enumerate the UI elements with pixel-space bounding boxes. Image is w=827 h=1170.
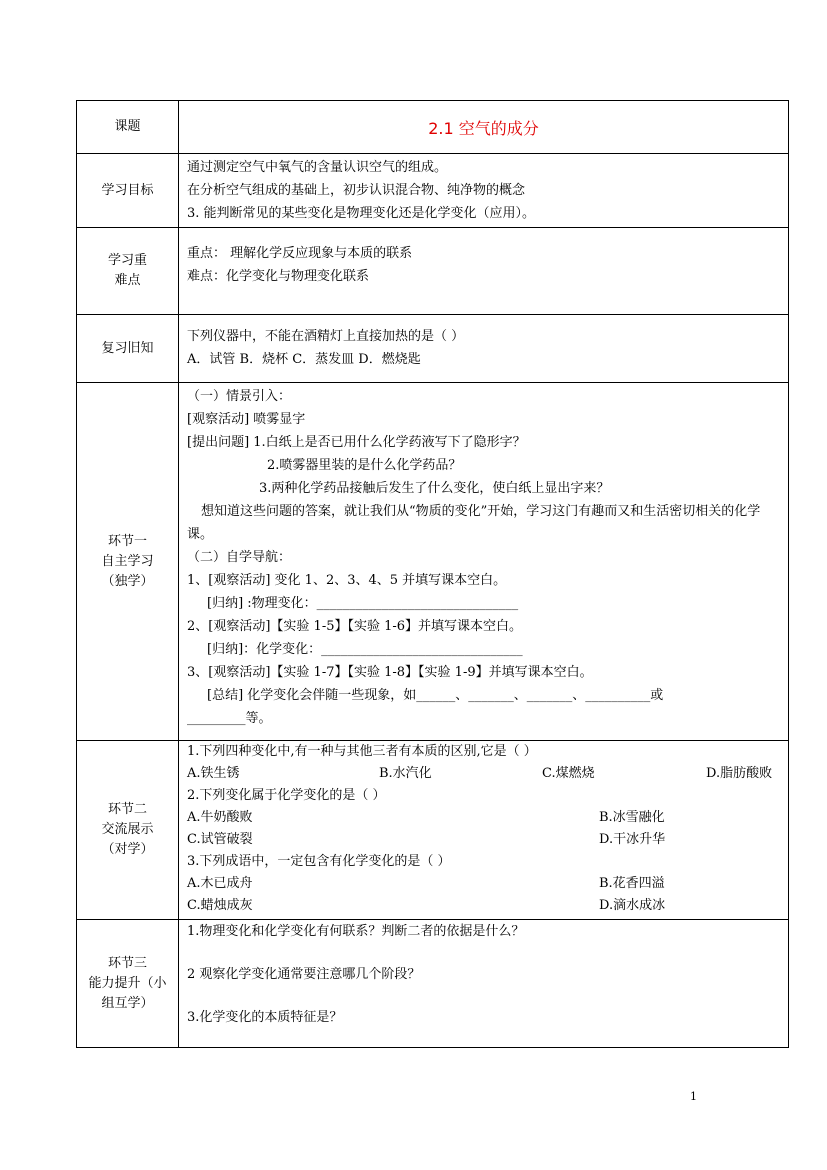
cell-stage2 — [179, 741, 789, 920]
intro-paragraph: 想知道这些问题的答案，就让我们从“物质的变化”开始，学习这门有趣而又和生活密切相关的化学课。 — [187, 504, 761, 542]
summary-fill-line: [归纳]：化学变化：_______________________________ — [207, 642, 523, 657]
cell-review — [179, 315, 789, 383]
label-stage2-line1: 环节二 — [107, 802, 147, 817]
quiz-option: D.滴水成冰 — [599, 898, 666, 913]
quiz-option: B.冰雪融化 — [599, 810, 665, 825]
quiz-question: 1.下列四种变化中,有一种与其他三者有本质的区别,它是（ ） — [187, 744, 537, 759]
question-line: 2.喷雾器里装的是什么化学药品？ — [267, 458, 462, 473]
quiz-option: C.试管破裂 — [187, 832, 253, 847]
label-stage1-line3: （独学） — [101, 573, 154, 589]
quiz-option: D.脂肪酸败 — [706, 766, 773, 781]
question-line: [提出问题] 1.白纸上是否已用什么化学药液写下了隐形字？ — [187, 435, 526, 450]
discussion-question: 3.化学变化的本质特征是？ — [187, 1010, 343, 1025]
quiz-options — [187, 873, 780, 895]
label-stage1-line1: 环节一 — [107, 533, 147, 549]
question-line: 3.两种化学药品接触后发生了什么变化，使白纸上显出字来？ — [259, 481, 610, 496]
quiz-options — [187, 895, 780, 917]
row-topic — [77, 101, 789, 154]
row-stage2 — [77, 741, 789, 920]
discussion-question: 1.物理变化和化学变化有何联系？判断二者的依据是什么？ — [187, 924, 525, 939]
task-line: 3、[观察活动]【实验 1-7】【实验 1-8】【实验 1-9】并填写课本空白。 — [187, 665, 593, 680]
quiz-option: B.水汽化 — [379, 766, 432, 781]
review-options: A．试管 B．烧杯 C．蒸发皿 D．燃烧匙 — [187, 352, 421, 367]
quiz-option: C.蜡烛成灰 — [187, 898, 253, 913]
discussion-question: 2 观察化学变化通常要注意哪几个阶段？ — [187, 967, 421, 982]
quiz-option: A.铁生锈 — [187, 766, 240, 781]
quiz-option: B.花香四溢 — [599, 876, 665, 891]
row-objectives — [77, 154, 789, 228]
cell-stage1 — [179, 383, 789, 741]
label-stage2 — [77, 741, 179, 920]
quiz-question: 2.下列变化属于化学变化的是（ ） — [187, 788, 386, 803]
label-keypoints-line2: 难点 — [114, 273, 141, 288]
label-review-text: 复习旧知 — [101, 340, 154, 356]
label-objectives-text: 学习目标 — [101, 182, 154, 198]
review-question: 下列仪器中，不能在酒精灯上直接加热的是（ ） — [187, 329, 465, 344]
label-stage3-line1: 环节三 — [107, 955, 147, 971]
label-stage1-line2: 自主学习 — [101, 553, 154, 569]
cell-stage3 — [179, 920, 789, 1048]
section-heading: （一）情景引入： — [187, 389, 292, 404]
label-topic-text: 课题 — [114, 119, 141, 134]
quiz-option: C.煤燃烧 — [542, 766, 595, 781]
task-line: 1、[观察活动] 变化 1、2、3、4、5 并填写课本空白。 — [187, 573, 507, 588]
difficulty-line: 难点：化学变化与物理变化联系 — [187, 269, 370, 284]
objective-line: 在分析空气组成的基础上，初步认识混合物、纯净物的概念 — [187, 183, 526, 198]
quiz-option: A.木已成舟 — [187, 876, 253, 891]
lesson-plan-table — [76, 100, 789, 1048]
cell-title — [179, 101, 789, 154]
objective-line: 3. 能判断常见的某些变化是物理变化还是化学变化（应用）。 — [187, 206, 536, 221]
quiz-option: A.牛奶酸败 — [187, 810, 253, 825]
cell-keypoints — [179, 228, 789, 315]
label-keypoints-line1: 学习重 — [107, 253, 147, 268]
lesson-title: 2.1 空气的成分 — [428, 118, 539, 138]
section-heading: （二）自学导航： — [187, 550, 292, 565]
label-review — [77, 315, 179, 383]
label-keypoints — [77, 228, 179, 315]
activity-line: [观察活动] 喷雾显字 — [187, 412, 306, 427]
quiz-options — [187, 807, 780, 829]
keypoint-line: 重点： 理解化学反应现象与本质的联系 — [187, 246, 413, 261]
quiz-option: D.干冰升华 — [599, 832, 666, 847]
page-number: 1 — [690, 1090, 697, 1103]
summary-fill-line: [总结] 化学变化会伴随一些现象，如______、_______、_______、__________或 — [207, 688, 664, 703]
cell-objectives — [179, 154, 789, 228]
quiz-options — [187, 763, 780, 785]
summary-fill-line: [归纳] :物理变化：_______________________________ — [207, 596, 519, 611]
objective-line: 通过测定空气中氧气的含量认识空气的组成。 — [187, 160, 448, 175]
label-stage3-line3: 组互学） — [101, 995, 154, 1011]
summary-fill-line: _________等。 — [187, 711, 272, 726]
label-objectives — [77, 154, 179, 228]
quiz-question: 3.下列成语中，一定包含有化学变化的是（ ） — [187, 854, 451, 869]
label-topic — [77, 101, 179, 154]
row-review — [77, 315, 789, 383]
label-stage2-line3: （对学） — [101, 842, 154, 857]
quiz-options — [187, 829, 780, 851]
row-stage1 — [77, 383, 789, 741]
task-line: 2、[观察活动]【实验 1-5】【实验 1-6】并填写课本空白。 — [187, 619, 523, 634]
row-keypoints — [77, 228, 789, 315]
row-stage3 — [77, 920, 789, 1048]
label-stage3 — [77, 920, 179, 1048]
label-stage3-line2: 能力提升（小 — [88, 975, 167, 991]
label-stage2-line2: 交流展示 — [101, 822, 154, 837]
label-stage1 — [77, 383, 179, 741]
